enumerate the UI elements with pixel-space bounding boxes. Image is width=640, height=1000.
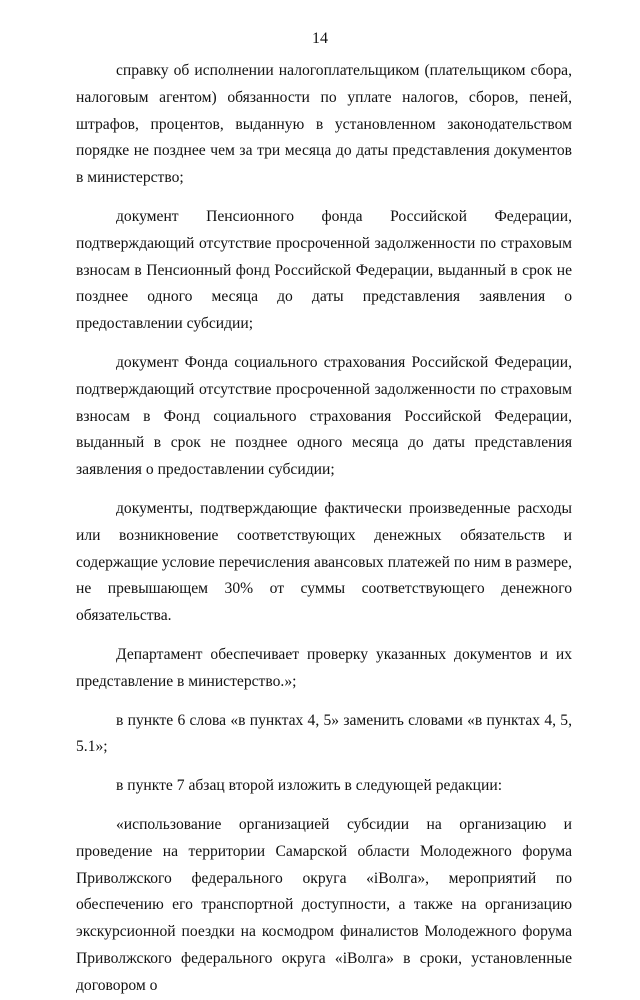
paragraph-department-check: Департамент обеспечивает проверку указанных документов и их представление в министерство.»; (76, 645, 572, 690)
document-body (76, 58, 572, 1000)
paragraph-point-7-amendment: в пункте 7 абзац второй изложить в следующей редакции: (116, 777, 503, 795)
paragraph-point-6-amendment: в пункте 6 слова «в пунктах 4, 5» заменить словами «в пунктах 4, 5, 5.1»; (76, 711, 572, 756)
page-number: 14 (312, 30, 328, 47)
paragraph-social-insurance-document: документ Фонда социального страхования Российской Федерации, подтверждающий отсутствие просроченной задолженности по страховым взносам в Фонд социального страхования Российской Федерации, выданный в срок не позднее одного месяца до даты представления заявления о предоставлении субсидии; (76, 353, 572, 479)
paragraph-expense-documents: документы, подтверждающие фактически произведенные расходы или возникновение соответствующих денежных обязательств и содержащие условие перечисления авансовых платежей по ним в размере, не превышающем 30% от суммы соответствующего денежного обязательства. (76, 499, 572, 625)
paragraph-pension-fund-document: документ Пенсионного фонда Российской Федерации, подтверждающий отсутствие просроченной задолженности по страховым взносам в Пенсионный фонд Российской Федерации, выданный в срок не позднее одного месяца до даты представления заявления о предоставлении субсидии; (76, 207, 572, 333)
paragraph-tax-certificate: справку об исполнении налогоплательщиком (плательщиком сбора, налоговым агентом) обязанности по уплате налогов, сборов, пеней, штрафов, процентов, выданную в установленном законодательством порядке не позднее чем за три месяца до даты представления документов в министерство; (76, 62, 572, 187)
paragraph-subsidy-use: «использование организацией субсидии на организацию и проведение на территории Самарской области Молодежного форума Приволжского федерального округа «iВолга», мероприятий по обеспечению его транспортной доступности, а также на организацию экскурсионной поездки на космодром финалистов Молодежного форума Приволжского федерального округа «iВолга» в сроки, установленные договором о (76, 815, 572, 994)
